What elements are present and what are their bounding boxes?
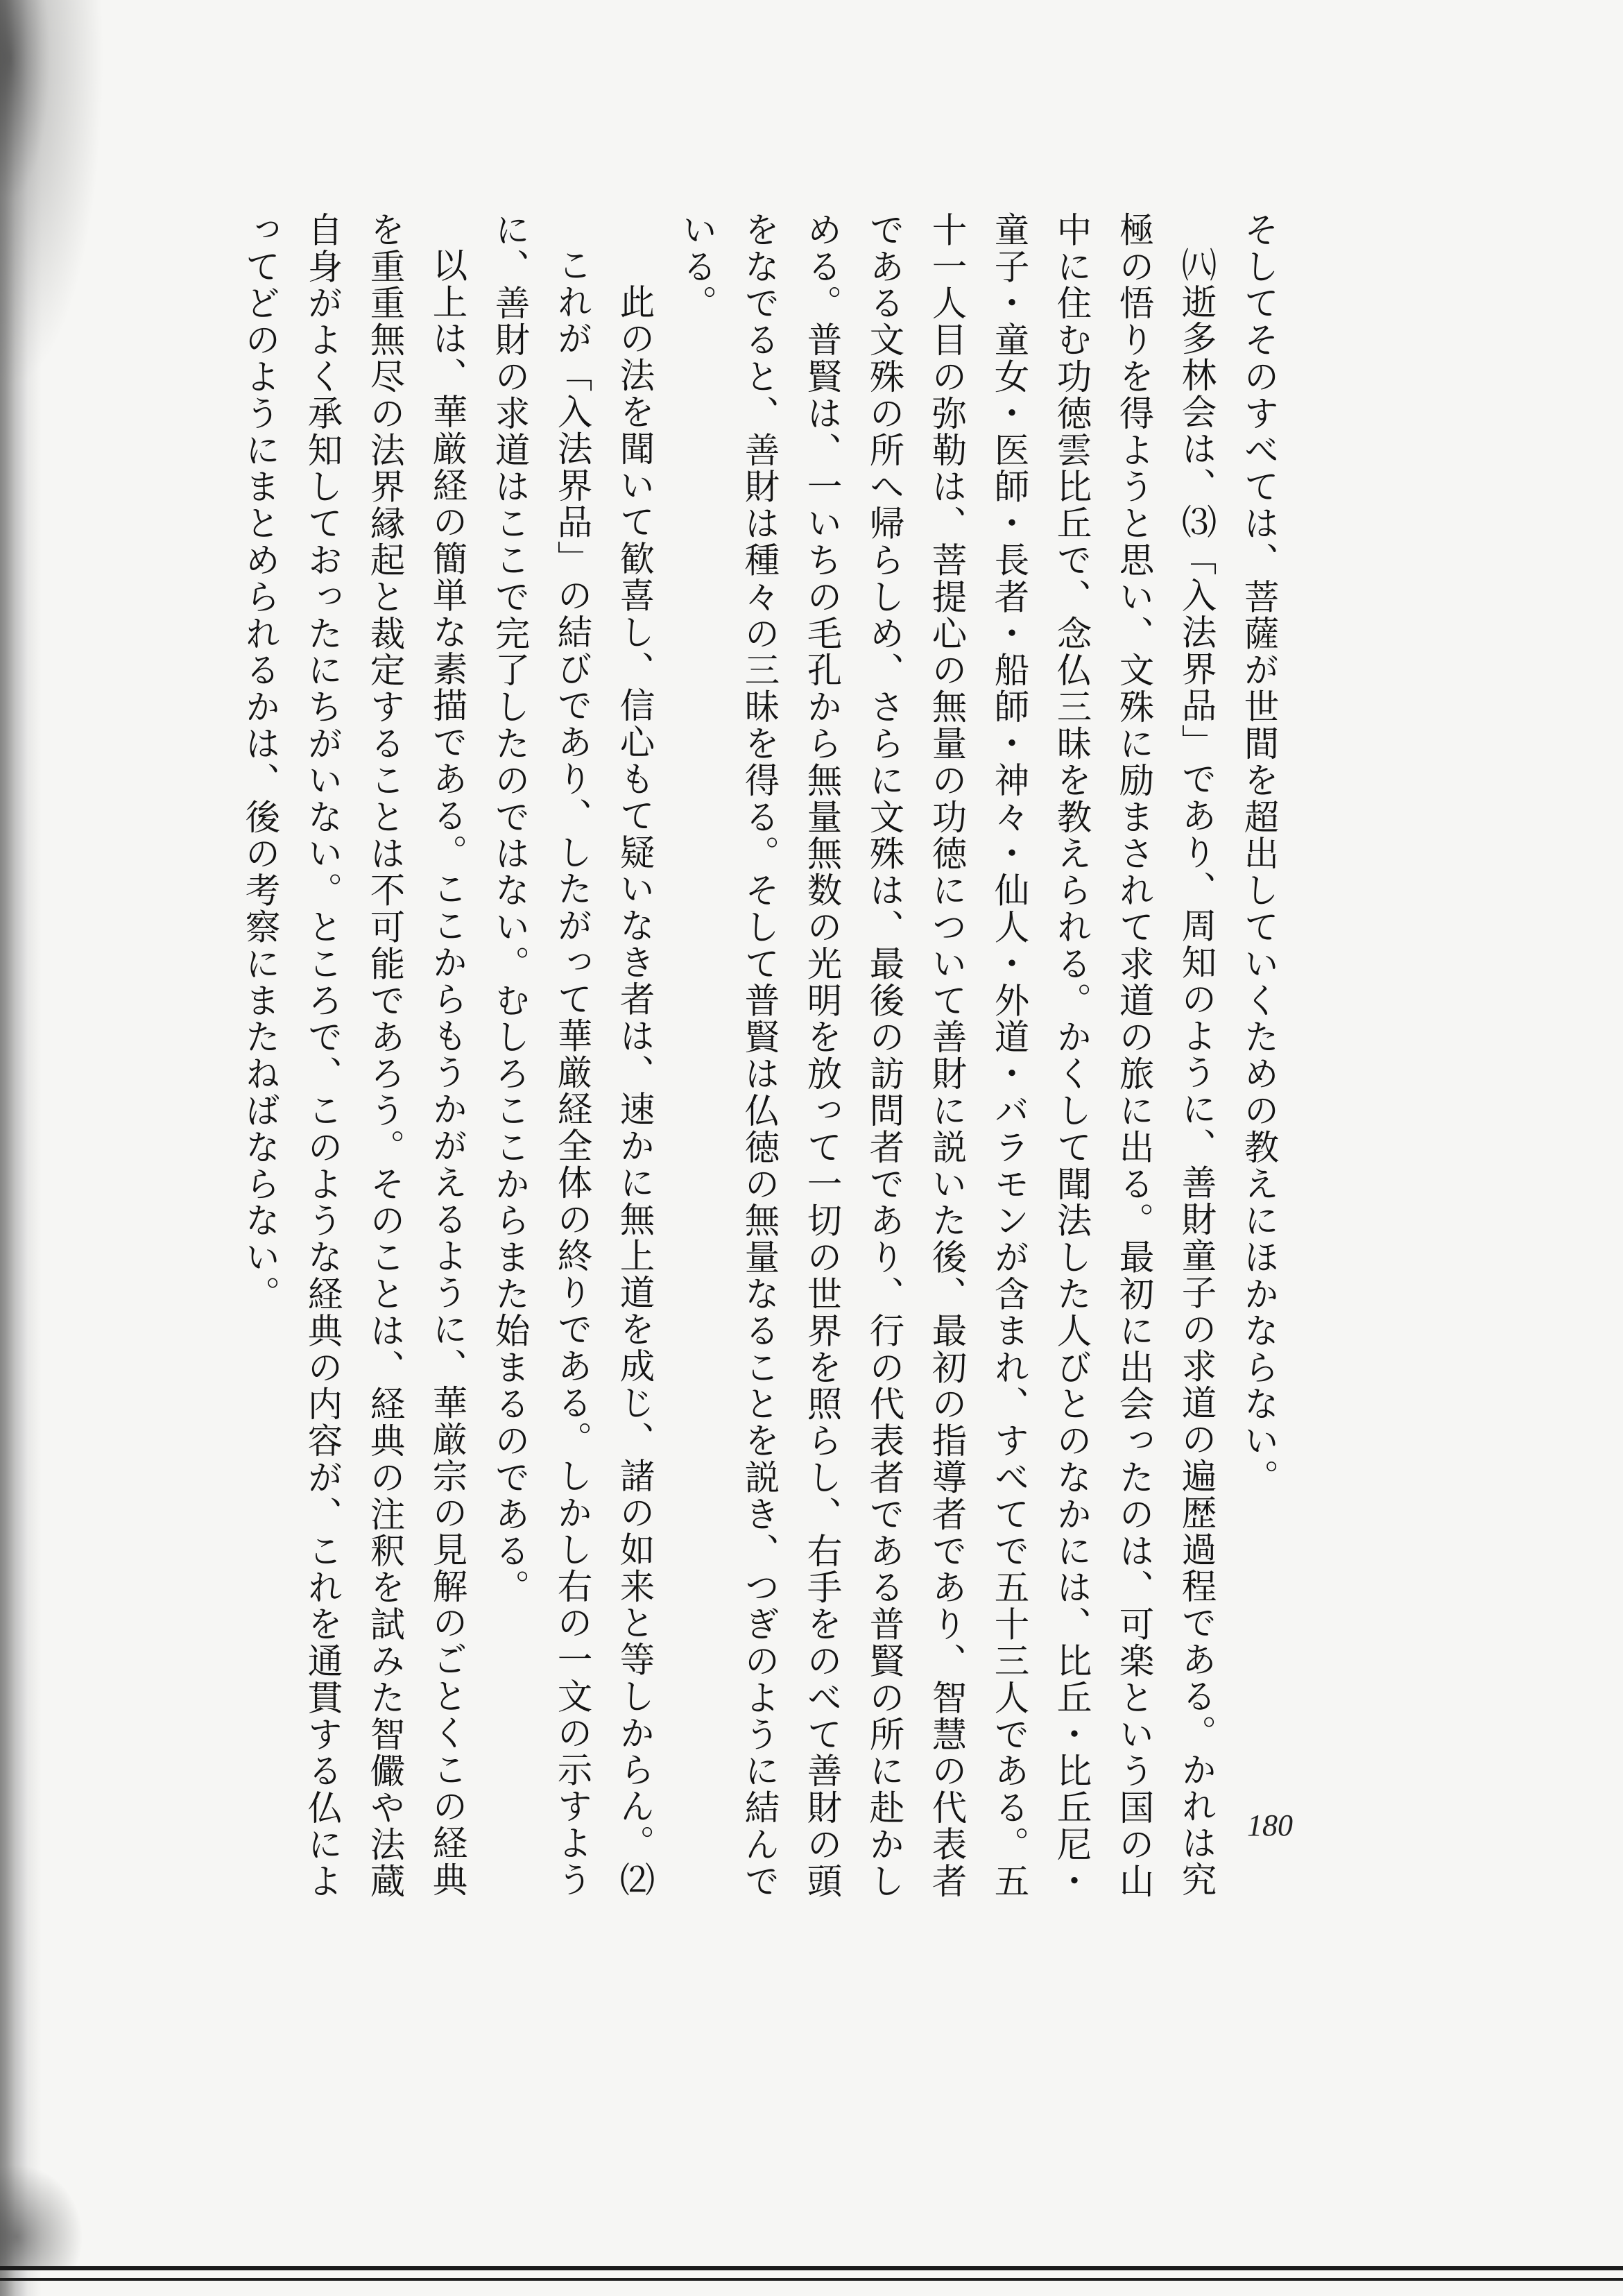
bottom-rule [0, 2266, 1623, 2270]
scan-smudge-bottom [0, 2164, 83, 2268]
paragraph-3: これが「入法界品」の結びであり、したがって華厳経全体の終りである。しかし右の一文の示すように、善財の求道はここで完了したのではない。むしろここからまた始まるのである。 [490, 212, 593, 1898]
paragraph-1: そしてそのすべては、菩薩が世間を超出していくための教えにほかならない。 [1239, 212, 1280, 1496]
paragraph-2: ㈧逝多林会は、⑶「入法界品」であり、周知のように、善財童子の求道の遍歴過程である。かれは究極の悟りを得ようと思い、文殊に励まされて求道の旅に出る。最初に出会ったのは、可楽という国の山中に住む功徳雲比丘で、念仏三昧を教えられる。かくして聞法した人びとのなかには、比丘・比丘尼・童子・童女・医師・長者・船師・神々・仙人・外道・バラモンが含まれ、すべてで五十三人である。五十一人目の弥勒は、菩提心の無量の功徳について善財に説いた後、最初の指導者であり、智慧の代表者である文殊の所へ帰らしめ、さらに文殊は、最後の訪問者であり、行の代表者である普賢の所に赴かしめる。普賢は、一いちの毛孔から無量無数の光明を放って一切の世界を照らし、右手をのべて善財の頭をなでると、善財は種々の三昧を得る。そして普賢は仏徳の無量なることを説き、つぎのように結んでいる。 [677, 212, 1217, 1900]
vertical-text-body [240, 212, 1290, 1925]
page-number: 180 [1247, 1808, 1293, 1842]
scan-smudge-top [0, 0, 104, 388]
paragraph-quote: 此の法を聞いて歓喜し、信心もて疑いなき者は、速かに無上道を成じ、諸の如来と等しからん。⑵ [615, 246, 655, 1898]
paragraph-4: 以上は、華厳経の簡単な素描である。ここからもうかがえるように、華厳宗の見解のごとくこの経典を重重無尽の法界縁起と裁定することは不可能であろう。そのことは、経典の注釈を試みた智儼や法蔵自身がよく承知しておったにちがいない。ところで、このような経典の内容が、これを通貫する仏によってどのようにまとめられるかは、後の考察にまたねばならない。 [240, 212, 468, 1900]
bottom-rule-secondary [0, 2278, 1623, 2281]
